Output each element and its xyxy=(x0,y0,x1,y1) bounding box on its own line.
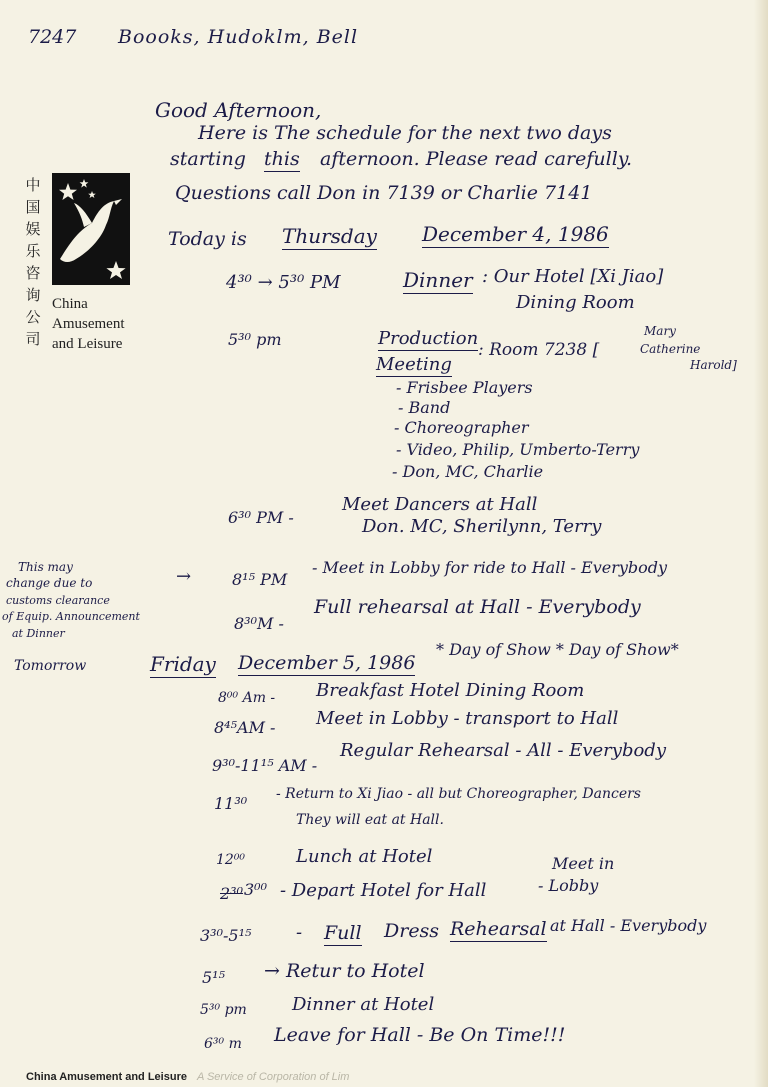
attendee-2: - Band xyxy=(398,398,451,417)
side-note-arrow: → xyxy=(176,566,192,587)
room-number: 7247 xyxy=(28,26,77,48)
thursday-day: Thursday xyxy=(282,224,377,248)
thu-label-1: Dinner xyxy=(403,268,473,292)
fri-detail-4b: They will eat at Hall. xyxy=(296,812,444,828)
fri-time-5: 12⁰⁰ xyxy=(216,852,246,868)
intro-line-1: Here is The schedule for the next two days xyxy=(198,122,612,144)
fri-time-8: 5¹⁵ xyxy=(202,968,226,987)
fri-detail-6-above: Meet in xyxy=(552,854,615,873)
footer-company: China Amusement and Leisure xyxy=(26,1071,187,1083)
side-note-3: customs clearance xyxy=(6,594,110,607)
attendee-3: - Choreographer xyxy=(394,418,529,437)
letterhead-footer xyxy=(26,1071,349,1083)
thu-detail-3: Meet Dancers at Hall xyxy=(342,494,538,515)
attendee-4: - Video, Philip, Umberto-Terry xyxy=(396,440,640,459)
fri-detail-7-rest: at Hall - Everybody xyxy=(550,916,707,935)
greeting: Good Afternoon, xyxy=(155,98,322,122)
fri-detail-7-dress: Dress xyxy=(384,920,440,942)
thu-detail-1: : Our Hotel [Xi Jiao] xyxy=(482,266,664,287)
fri-time-2: 8⁴⁵AM - xyxy=(214,718,276,737)
friday-date: December 5, 1986 xyxy=(238,652,416,674)
page-edge-shadow xyxy=(754,0,768,1087)
fri-detail-7-dash: - xyxy=(296,922,303,943)
thu-note-2c: Harold] xyxy=(690,358,737,372)
fri-detail-10: Leave for Hall - Be On Time!!! xyxy=(274,1024,566,1046)
today-is: Today is xyxy=(168,228,247,250)
intro-line-2-b: this xyxy=(264,148,300,170)
company-brand-name: China Amusement and Leisure xyxy=(52,296,125,352)
thu-detail-1b: Dining Room xyxy=(516,292,635,313)
fri-detail-1: Breakfast Hotel Dining Room xyxy=(316,680,585,701)
fri-time-3: 9³⁰-11¹⁵ AM - xyxy=(212,756,318,775)
intro-line-3: Questions call Don in 7139 or Charlie 7141 xyxy=(175,182,593,204)
fri-time-4: 11³⁰ xyxy=(214,794,248,813)
friday-day: Friday xyxy=(150,652,216,676)
fri-detail-7-rehearsal: Rehearsal xyxy=(450,918,547,940)
thu-time-5: 8³⁰M - xyxy=(234,614,284,633)
thu-detail-4: - Meet in Lobby for ride to Hall - Everybody xyxy=(312,558,668,577)
chinese-company-name: 中 国 娱 乐 咨 询 公 司 xyxy=(25,176,41,348)
footer-tagline: A Service of Corporation of Lim xyxy=(196,1071,350,1083)
thu-time-3: 6³⁰ PM - xyxy=(228,508,294,527)
side-note-5: at Dinner xyxy=(12,627,65,640)
fri-time-6-struck: 2³⁰ xyxy=(220,884,244,903)
thu-detail-3b: Don. MC, Sherilynn, Terry xyxy=(362,516,602,537)
fri-detail-7-full: Full xyxy=(324,922,362,944)
intro-line-2-c: afternoon. Please read carefully. xyxy=(320,148,633,170)
thu-label-2: Production xyxy=(378,328,479,349)
thu-time-4: 8¹⁵ PM xyxy=(232,570,288,589)
thu-detail-2: : Room 7238 [ xyxy=(478,340,600,360)
attendee-5: - Don, MC, Charlie xyxy=(392,462,544,481)
fri-detail-5: Lunch at Hotel xyxy=(296,846,433,867)
fri-time-10: 6³⁰ m xyxy=(204,1036,242,1052)
day-of-show-tag: * Day of Show * Day of Show* xyxy=(436,640,679,659)
intro-line-2-a: starting xyxy=(170,148,246,170)
fri-detail-2: Meet in Lobby - transport to Hall xyxy=(316,708,619,729)
attendee-1: - Frisbee Players xyxy=(396,378,533,397)
fri-detail-4: - Return to Xi Jiao - all but Choreographer, Dancers xyxy=(276,786,641,802)
thu-label-2b: Meeting xyxy=(376,354,452,375)
fri-detail-9: Dinner at Hotel xyxy=(292,994,435,1015)
thu-detail-5: Full rehearsal at Hall - Everybody xyxy=(314,596,641,618)
dove-stars-emblem xyxy=(52,173,130,285)
fri-time-6: 3⁰⁰ xyxy=(244,880,268,899)
fri-detail-6b: - Lobby xyxy=(538,876,599,895)
fri-detail-6: - Depart Hotel for Hall xyxy=(280,880,487,901)
fri-detail-8: → Retur to Hotel xyxy=(264,960,425,982)
side-note-4: of Equip. Announcement xyxy=(2,610,140,623)
side-note-1: This may xyxy=(18,560,73,574)
fri-time-1: 8⁰⁰ Am - xyxy=(218,690,276,706)
thursday-date: December 4, 1986 xyxy=(422,222,609,246)
thu-note-2a: Mary xyxy=(644,324,676,338)
fri-detail-3: Regular Rehearsal - All - Everybody xyxy=(340,740,666,761)
side-note-2: change due to xyxy=(6,576,93,590)
fri-time-7: 3³⁰-5¹⁵ xyxy=(200,926,252,945)
thu-time-1: 4³⁰ → 5³⁰ PM xyxy=(226,272,341,293)
guest-names: Boooks, Hudoklm, Bell xyxy=(118,26,359,48)
thu-time-2: 5³⁰ pm xyxy=(228,330,282,349)
thu-note-2b: Catherine xyxy=(640,342,701,356)
fri-time-9: 5³⁰ pm xyxy=(200,1002,247,1018)
tomorrow-label: Tomorrow xyxy=(14,658,87,674)
